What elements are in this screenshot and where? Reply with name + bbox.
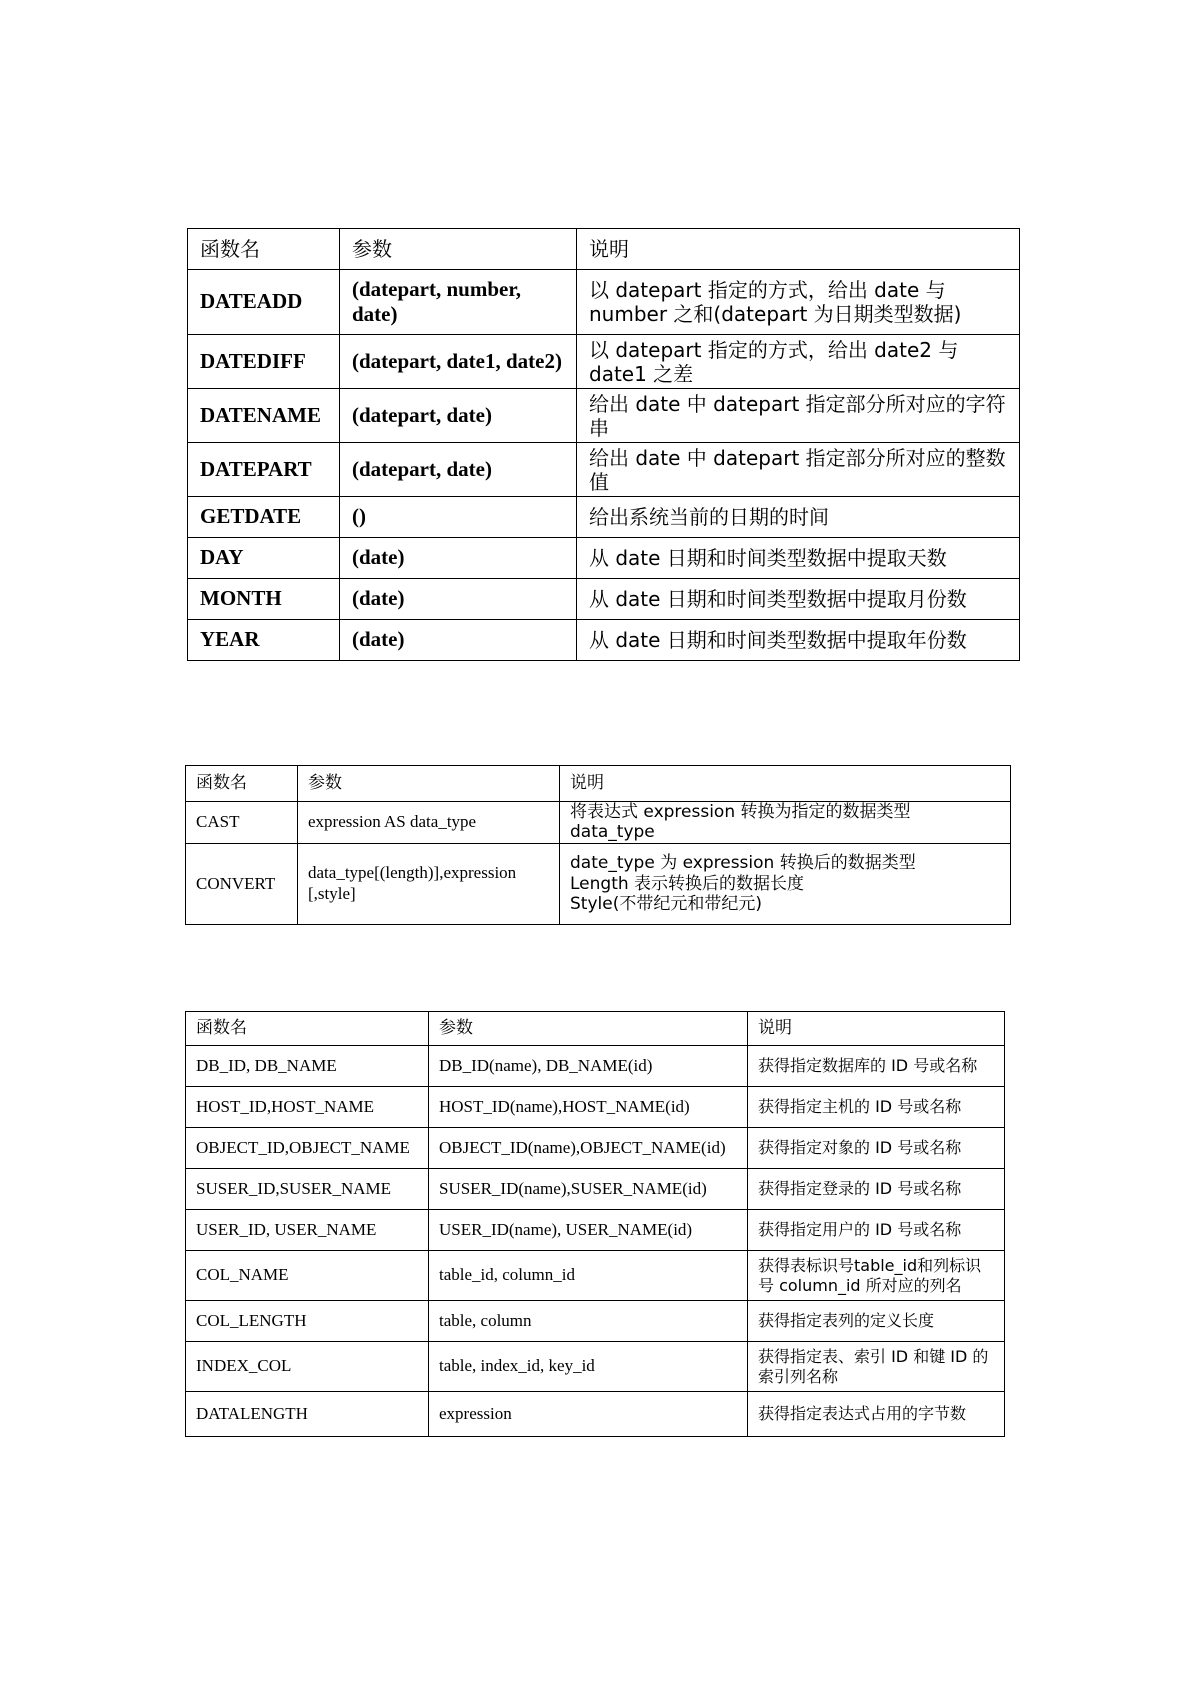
function-description: 给出 date 中 datepart 指定部分所对应的整数值: [577, 443, 1020, 497]
function-description: 获得指定表达式占用的字节数: [748, 1392, 1005, 1437]
function-name: DATEDIFF: [188, 335, 340, 389]
function-name: INDEX_COL: [186, 1342, 429, 1392]
function-params: SUSER_ID(name),SUSER_NAME(id): [429, 1169, 748, 1210]
system-functions-table: [185, 1011, 1005, 1437]
table-row: [188, 335, 1020, 389]
header-params: 参数: [298, 766, 560, 802]
description-line: Length 表示转换后的数据长度: [570, 873, 805, 894]
function-params: (): [340, 497, 577, 538]
function-name: COL_LENGTH: [186, 1301, 429, 1342]
function-description: 获得表标识号table_id和列标识号 column_id 所对应的列名: [748, 1251, 1005, 1301]
table-row: [186, 1392, 1005, 1437]
function-description: 获得指定用户的 ID 号或名称: [748, 1210, 1005, 1251]
function-name: CONVERT: [186, 843, 298, 924]
function-description: 获得指定表、索引 ID 和键 ID 的索引列名称: [748, 1342, 1005, 1392]
table-row: [186, 1087, 1005, 1128]
function-description: 以 datepart 指定的方式，给出 date2 与 date1 之差: [577, 335, 1020, 389]
function-name: DATEADD: [188, 270, 340, 335]
header-description: 说明: [560, 766, 1011, 802]
function-params: table, index_id, key_id: [429, 1342, 748, 1392]
function-description: 以 datepart 指定的方式，给出 date 与 number 之和(datepart 为日期类型数据): [577, 270, 1020, 335]
function-description: 从 date 日期和时间类型数据中提取天数: [577, 538, 1020, 579]
header-function-name: 函数名: [186, 1012, 429, 1046]
table-row: [186, 802, 1011, 844]
header-description: 说明: [577, 229, 1020, 270]
function-params: data_type[(length)],expression [,style]: [298, 843, 560, 924]
function-name: COL_NAME: [186, 1251, 429, 1301]
table-row: [188, 497, 1020, 538]
header-function-name: 函数名: [188, 229, 340, 270]
function-description: 给出系统当前的日期的时间: [577, 497, 1020, 538]
function-params: (date): [340, 620, 577, 661]
table-row: [186, 1169, 1005, 1210]
table-row: [186, 1301, 1005, 1342]
function-name: DAY: [188, 538, 340, 579]
function-params: (datepart, number, date): [340, 270, 577, 335]
function-description: 获得指定登录的 ID 号或名称: [748, 1169, 1005, 1210]
header-function-name: 函数名: [186, 766, 298, 802]
header-description: 说明: [748, 1012, 1005, 1046]
table-header-row: [186, 1012, 1005, 1046]
function-description: 获得指定对象的 ID 号或名称: [748, 1128, 1005, 1169]
function-params: (date): [340, 538, 577, 579]
function-name: DATALENGTH: [186, 1392, 429, 1437]
table-row: [186, 1210, 1005, 1251]
table-header-row: [188, 229, 1020, 270]
function-description: 获得指定主机的 ID 号或名称: [748, 1087, 1005, 1128]
table-row: [188, 538, 1020, 579]
header-params: 参数: [429, 1012, 748, 1046]
table-row: [188, 389, 1020, 443]
function-name: DB_ID, DB_NAME: [186, 1046, 429, 1087]
function-name: DATENAME: [188, 389, 340, 443]
function-params: OBJECT_ID(name),OBJECT_NAME(id): [429, 1128, 748, 1169]
function-params: expression: [429, 1392, 748, 1437]
function-params: table, column: [429, 1301, 748, 1342]
conversion-functions-table: [185, 765, 1011, 925]
table-row: [186, 1342, 1005, 1392]
function-params: DB_ID(name), DB_NAME(id): [429, 1046, 748, 1087]
table-row: [188, 270, 1020, 335]
function-params: expression AS data_type: [298, 802, 560, 844]
function-description: 获得指定数据库的 ID 号或名称: [748, 1046, 1005, 1087]
table-row: [188, 620, 1020, 661]
description-line: date_type 为 expression 转换后的数据类型: [570, 853, 916, 874]
function-params: HOST_ID(name),HOST_NAME(id): [429, 1087, 748, 1128]
function-name: DATEPART: [188, 443, 340, 497]
function-name: GETDATE: [188, 497, 340, 538]
function-name: HOST_ID,HOST_NAME: [186, 1087, 429, 1128]
table-row: [186, 1128, 1005, 1169]
header-params: 参数: [340, 229, 577, 270]
function-description: 从 date 日期和时间类型数据中提取年份数: [577, 620, 1020, 661]
table-row: [186, 1251, 1005, 1301]
function-description: [560, 802, 1011, 844]
function-params: USER_ID(name), USER_NAME(id): [429, 1210, 748, 1251]
function-description: 获得指定表列的定义长度: [748, 1301, 1005, 1342]
function-params: (date): [340, 579, 577, 620]
function-description: [560, 843, 1011, 924]
function-params: (datepart, date1, date2): [340, 335, 577, 389]
function-description: 给出 date 中 datepart 指定部分所对应的字符串: [577, 389, 1020, 443]
table-row: [186, 843, 1011, 924]
function-name: MONTH: [188, 579, 340, 620]
function-params: table_id, column_id: [429, 1251, 748, 1301]
function-name: CAST: [186, 802, 298, 844]
date-functions-table: [187, 228, 1020, 661]
table-row: [188, 443, 1020, 497]
function-name: YEAR: [188, 620, 340, 661]
table-row: [188, 579, 1020, 620]
description-line: 将表达式 expression 转换为指定的数据类型 data_type: [570, 802, 911, 843]
function-name: USER_ID, USER_NAME: [186, 1210, 429, 1251]
description-line: Style(不带纪元和带纪元): [570, 893, 762, 914]
function-name: OBJECT_ID,OBJECT_NAME: [186, 1128, 429, 1169]
function-params: (datepart, date): [340, 443, 577, 497]
table-header-row: [186, 766, 1011, 802]
function-description: 从 date 日期和时间类型数据中提取月份数: [577, 579, 1020, 620]
function-params: (datepart, date): [340, 389, 577, 443]
table-row: [186, 1046, 1005, 1087]
function-name: SUSER_ID,SUSER_NAME: [186, 1169, 429, 1210]
